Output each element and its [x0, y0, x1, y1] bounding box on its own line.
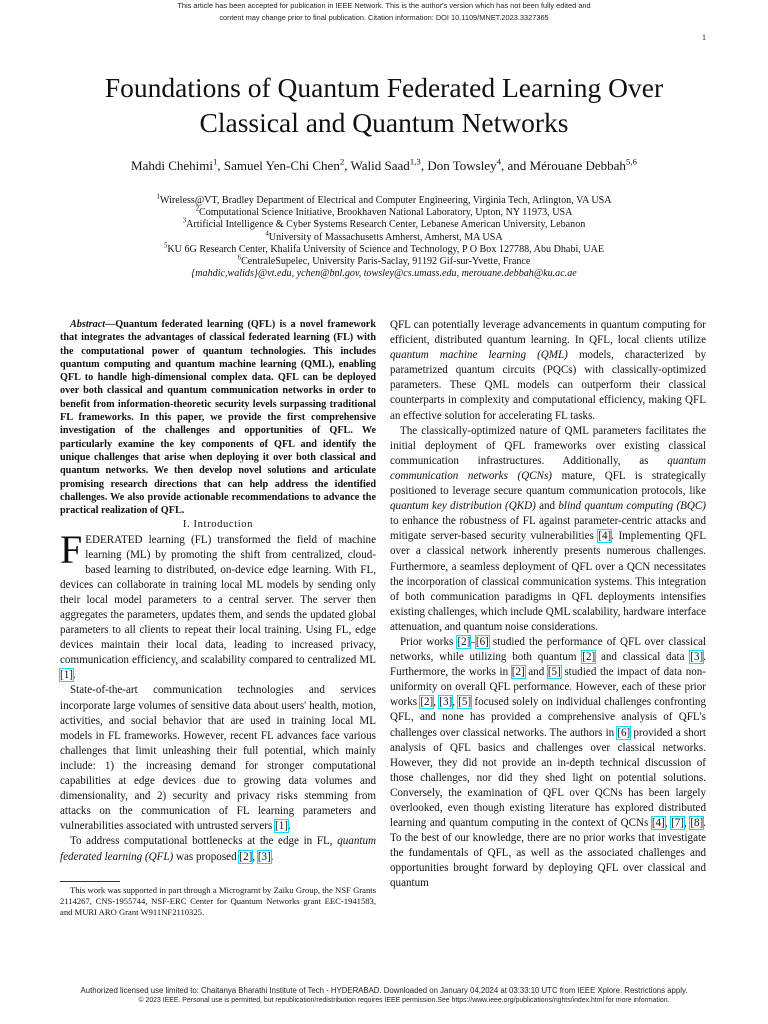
funding-footnote: This work was supported in part through a Micrograrnt by Zaiku Group, the NSF Grants 2114267, CNS-1955744, NSF-ERC Center for Quantum Networks grant EEC-1941583, and MURI ARO Grant W911NF2110325. [60, 884, 376, 917]
citation-link[interactable]: [8] [690, 817, 704, 830]
affiliation [40, 244, 728, 256]
paragraph-text: and [535, 500, 559, 513]
affiliation [40, 219, 728, 231]
paragraph-text: provided a short analysis of QFL basics and challenges over classical networks. However, they did not provide an in-depth technical discussion of those challenges, nor did they shed light on potential solutions. Conversely, the examination of QFL over QCNs has been largely overlooked, even though existing literature has explored distributed learning and quantum computing in the context of QCNs [390, 726, 706, 830]
paper-title-line-2: Classical and Quantum Networks [199, 107, 569, 138]
citation-link[interactable]: [2] [457, 635, 471, 648]
affiliations [40, 195, 728, 280]
footnote-divider [60, 881, 120, 882]
paragraph-text: studied the performance of QFL over classical networks, while utilizing both quantum [390, 635, 706, 664]
author-name: Samuel Yen-Chi Chen [223, 158, 340, 173]
paragraph-text: , [664, 817, 672, 830]
citation-link[interactable]: [2] [239, 850, 253, 863]
citation-link[interactable]: [1] [275, 820, 288, 833]
affiliation [40, 195, 728, 207]
publication-notice-line-2: content may change prior to final publication. Citation information: DOI 10.1109/MNET.2023.3327365 [219, 13, 549, 22]
affiliation-mark: 1 [156, 193, 160, 201]
license-notice: Authorized licensed use limited to: Chaitanya Bharathi Institute of Tech - HYDERABAD. Downloaded on January 04,2024 at 03:33:10 UTC from IEEE Xplore. Restrictions apply. [80, 986, 688, 995]
paragraph-text: . To the best of our knowledge, there are no prior works that investigate the fundamentals of QFL, as well as the associated challenges and opportunities brought forward by deploying QFL over classical and quantum [390, 817, 706, 890]
paragraph-text: to enhance the robustness of FL against parameter-centric attacks and mitigate server-based security vulnerabilities [390, 515, 706, 543]
right-column [390, 318, 706, 892]
citation-link[interactable]: [2] [420, 696, 434, 709]
intro-paragraph-5 [390, 424, 706, 635]
paragraph-text: , [433, 696, 440, 709]
abstract [60, 318, 376, 517]
abstract-text: —Quantum federated learning (QFL) is a novel framework that integrates the advantages of classical federated learning (FL) with the computational power of quantum technologies. This includes quantum computing and quantum machine learning (QML), enabling QFL to handle high-dimensional complex data. QFL can be deployed over both classical and quantum communication networks in order to benefit from information-theoretic security levels surpassing traditional FL frameworks. In this paper, we provide the first comprehensive investigation of the challenges and opportunities of QFL. We particularly examine the key components of QFL and identify the unique challenges that arise when deploying it over both classical and quantum networks. We then develop novel solutions and articulate promising research directions that can help address the identified challenges. We also provide actionable recommendations to advance the practical realization of QFL. [60, 319, 376, 517]
citation-link[interactable]: [4] [651, 817, 665, 830]
citation-link[interactable]: [2] [582, 651, 596, 664]
publication-notice [0, 0, 768, 24]
intro-paragraph-6 [390, 635, 706, 892]
affiliation-text: KU 6G Research Center, Khalifa University of Science and Technology, P O Box 127788, Abu Dhabi, UAE [167, 243, 605, 255]
citation-link[interactable]: [4] [598, 530, 612, 543]
paragraph-text: mature, QFL is strategically positioned to leverage secure quantum communication protocols, like [390, 469, 707, 498]
author-name: Mérouane Debbah [529, 158, 626, 173]
section-heading-introduction: I. Introduction [182, 519, 254, 531]
paragraph-text: – [470, 635, 476, 648]
citation-link[interactable]: [6] [617, 726, 631, 739]
author-affiliation-mark: 4 [496, 156, 501, 167]
left-column [60, 318, 376, 918]
paragraph-text: EDERATED learning (FL) transformed the field of machine learning (ML) by promoting the shift from centralized, cloud-based learning to distributed, on-device edge learning. With FL, devices can collaborate in training local ML models by sending only their local model parameters to a central server. The server then aggregates the parameters, updates them, and sends the updated global parameters to all clients to repeat their local training. Using FL, edge devices maintain their local data, leading to increased privacy, communication efficiency, and scalability compared to centralized ML [60, 533, 376, 667]
copyright-notice: © 2023 IEEE. Personal use is permitted, but republication/redistribution requires IEEE permission.See https://www.ieee.org/publications/rights/index.html for more information. [138, 997, 670, 1004]
citation-link[interactable]: [1] [60, 669, 73, 682]
intro-paragraph-1 [60, 526, 376, 684]
paragraph-text: , [452, 696, 459, 709]
affiliation-mark: 5 [163, 242, 168, 250]
drop-cap: F [60, 526, 83, 572]
author-and: , and [501, 158, 530, 173]
affiliation-text: Artificial Intelligence & Cyber Systems Research Center, Lebanese American University, Lebanon [186, 219, 586, 231]
author-name: Mahdi Chehimi [131, 158, 213, 173]
citation-link[interactable]: [2] [511, 666, 525, 679]
author-emails: {mahdic,walids}@vt.edu, ychen@bnl.gov, towsley@cs.umass.edu, merouane.debbah@ku.ac.ae [191, 268, 577, 280]
author-separator: , [420, 158, 428, 173]
paragraph-text: To address computational bottlenecks at the edge in FL, [70, 835, 338, 848]
affiliation-mark: 6 [237, 254, 242, 262]
author-affiliation-mark: 1 [212, 156, 218, 167]
paragraph-text: focused solely on individual challenges confronting QFL, and none has provided a comprehensive analysis of QFL's challenges over classical networks. The authors in [390, 696, 706, 739]
author-name: Don Towsley [427, 158, 497, 173]
emphasized-term: quantum machine learning (QML) [390, 349, 568, 362]
emphasized-term: blind quantum computing (BQC) [558, 500, 706, 513]
citation-link[interactable]: [3] [257, 850, 271, 863]
paragraph-text: . Implementing QFL over a classical network inherently presents numerous challenges. Furthermore, a seamless deployment of QFL over a QCN necessitates the incorporation of classical communication systems. This integration of both communication paradigms in QFL deployments intensifies existing challenges, which include QML scalability, hardware interface attenuation, and quantum noise considerations. [390, 530, 707, 633]
paragraph-text: models, characterized by parametrized quantum circuits (PQCs) with classically-optimized parameters. These QML models can outperform their classical counterparts in complexity and computational efficiency, making QFL an effective solution for accelerating FL tasks. [390, 349, 706, 422]
emphasized-term: quantum communication networks (QCNs) [390, 454, 706, 482]
affiliation [40, 256, 728, 268]
affiliation [40, 232, 728, 244]
author-list [40, 158, 728, 174]
author-affiliation-mark: 1,3 [409, 156, 421, 167]
page-number: 1 [702, 33, 706, 42]
citation-link[interactable]: [3] [439, 696, 453, 709]
intro-paragraph-4 [390, 318, 706, 424]
citation-link[interactable]: [5] [547, 666, 561, 679]
paper-title [40, 70, 728, 140]
paragraph-text: . [72, 669, 76, 682]
affiliation-text: CentraleSupelec, University Paris-Saclay, 91192 Gif-sur-Yvette, France [241, 256, 531, 268]
paragraph-text: State-of-the-art communication technologies and services incorporate large volumes of sensitive data about users' health, motion, activities, and social behavior that are used in training local ML models in FL frameworks. However, recent FL advances face various challenges that limit unleashing their full potential, which mainly include: 1) the increasing demand for stronger computational capabilities at edge devices due to growing data volumes and dimensionality, and 2) security and privacy risks stemming from attacks on the communication of FL learning parameters and vulnerabilities associated with untrusted servers [60, 684, 376, 833]
author-separator: , [217, 158, 224, 173]
abstract-label: Abstract [70, 319, 106, 330]
author-affiliation-mark: 5,6 [625, 156, 637, 167]
paragraph-text: The classically-optimized nature of QML parameters facilitates the initial deployment of QFL frameworks over existing classical communication infrastructures. Additionally, as [390, 424, 706, 467]
emphasized-term: quantum key distribution (QKD) [390, 500, 536, 513]
affiliation-text: Computational Science Initiative, Brookhaven National Laboratory, Upton, NY 11973, USA [199, 207, 573, 219]
affiliation-mark: 3 [182, 218, 187, 226]
intro-paragraph-3 [60, 834, 376, 864]
paragraph-text: QFL can potentially leverage advancements in quantum computing for efficient, distributed quantum learning. In QFL, local clients utilize [390, 319, 706, 347]
paragraph-text: and [524, 666, 548, 679]
paragraph-text: . Furthermore, the works in [390, 651, 706, 679]
paragraph-text: . [287, 820, 291, 833]
paragraph-text: , [252, 850, 258, 863]
author-affiliation-mark: 2 [339, 156, 345, 167]
publication-notice-line-1: This article has been accepted for publication in IEEE Network. This is the author's version which has not been fully edited and [177, 1, 591, 10]
citation-link[interactable]: [5] [458, 696, 472, 709]
paragraph-text: studied the impact of data non-uniformity on overall QFL performance. However, each of these prior works [390, 666, 706, 709]
paragraph-text: and classical data [595, 651, 691, 664]
citation-link[interactable]: [3] [690, 651, 704, 664]
author-name: Walid Saad [350, 158, 410, 173]
citation-link[interactable]: [6] [475, 635, 489, 648]
paragraph-text: , [684, 817, 691, 830]
affiliation-text: Wireless@VT, Bradley Department of Electrical and Computer Engineering, Virginia Tech, Arlington, VA USA [159, 195, 612, 206]
affiliation [40, 207, 728, 219]
paragraph-text: Prior works [400, 635, 458, 648]
citation-link[interactable]: [7] [671, 817, 684, 830]
affiliation-mark: 2 [195, 205, 200, 213]
author-separator: , [344, 158, 351, 173]
paragraph-text: . [270, 850, 274, 863]
affiliation-mark: 4 [265, 230, 269, 238]
paragraph-text: was proposed [173, 850, 240, 863]
emphasized-term: quantum federated learning (QFL) [60, 835, 376, 863]
affiliation-text: University of Massachusetts Amherst, Amherst, MA USA [268, 231, 503, 243]
paper-title-line-1: Foundations of Quantum Federated Learning Over [104, 72, 664, 103]
intro-paragraph-2 [60, 683, 376, 834]
